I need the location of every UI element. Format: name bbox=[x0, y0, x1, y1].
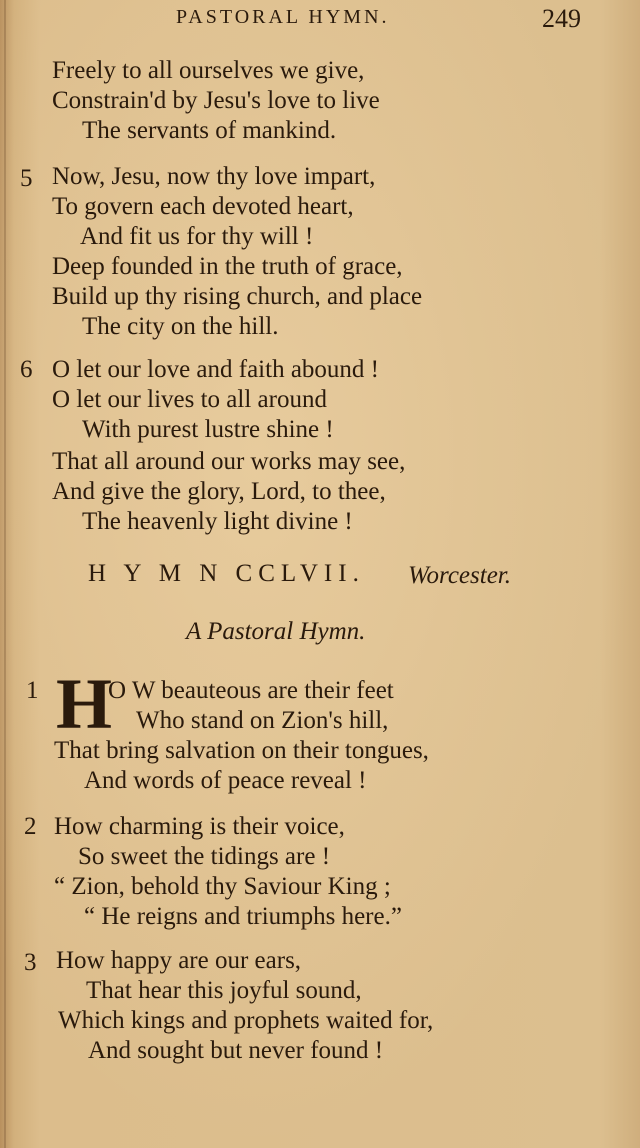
verse-line: That all around our works may see, bbox=[52, 448, 406, 475]
tune-name: Worcester. bbox=[408, 562, 512, 589]
page-header bbox=[0, 4, 640, 34]
verse-line: Freely to all ourselves we give, bbox=[52, 57, 365, 84]
hymn-subtitle: A Pastoral Hymn. bbox=[186, 618, 366, 645]
verse-line: How charming is their voice, bbox=[54, 813, 345, 840]
verse-line: The heavenly light divine ! bbox=[82, 508, 353, 535]
verse-line: That bring salvation on their tongues, bbox=[54, 737, 429, 764]
verse-line: And sought but never found ! bbox=[88, 1037, 384, 1064]
verse-line: “ Zion, behold thy Saviour King ; bbox=[54, 873, 391, 900]
stanza-number: 2 bbox=[24, 813, 37, 840]
running-head: PASTORAL HYMN. bbox=[176, 6, 390, 28]
verse-line: O W beauteous are their feet bbox=[108, 677, 394, 704]
verse-line: And words of peace reveal ! bbox=[84, 767, 367, 794]
verse-line: O let our love and faith abound ! bbox=[52, 356, 379, 383]
verse-line: To govern each devoted heart, bbox=[52, 193, 354, 220]
verse-line: And fit us for thy will ! bbox=[80, 223, 314, 250]
stanza-number: 1 bbox=[26, 677, 39, 704]
drop-cap: H bbox=[56, 664, 113, 744]
verse-line: So sweet the tidings are ! bbox=[78, 843, 331, 870]
verse-line: How happy are our ears, bbox=[56, 947, 302, 974]
verse-line: With purest lustre shine ! bbox=[82, 416, 334, 443]
verse-line: Deep founded in the truth of grace, bbox=[52, 253, 403, 280]
hymn-title: H Y M N CCLVII. bbox=[88, 560, 365, 587]
verse-line: Build up thy rising church, and place bbox=[52, 283, 423, 310]
verse-line: Constrain'd by Jesu's love to live bbox=[52, 87, 380, 114]
stanza-number: 5 bbox=[20, 165, 33, 192]
verse-line: The city on the hill. bbox=[82, 313, 279, 340]
page-number: 249 bbox=[542, 4, 581, 33]
verse-line: Which kings and prophets waited for, bbox=[58, 1007, 434, 1034]
verse-line: That hear this joyful sound, bbox=[86, 977, 362, 1004]
stanza-number: 3 bbox=[24, 949, 37, 976]
verse-line: “ He reigns and triumphs here.” bbox=[84, 903, 402, 930]
verse-line: O let our lives to all around bbox=[52, 386, 327, 413]
page-gutter-shadow bbox=[4, 0, 6, 1148]
verse-line: And give the glory, Lord, to thee, bbox=[52, 478, 386, 505]
verse-line: Now, Jesu, now thy love impart, bbox=[52, 163, 376, 190]
verse-line: The servants of mankind. bbox=[82, 117, 337, 144]
stanza-number: 6 bbox=[20, 356, 33, 383]
verse-line: Who stand on Zion's hill, bbox=[136, 707, 389, 734]
